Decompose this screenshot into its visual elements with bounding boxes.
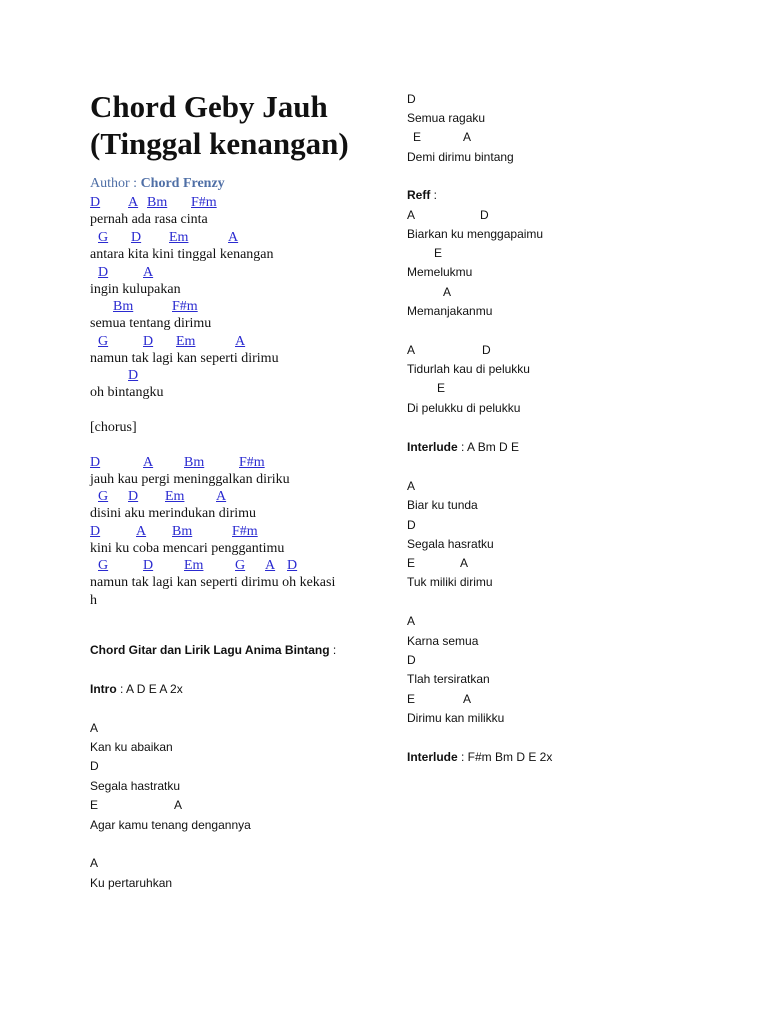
chord-link[interactable]: A <box>265 558 276 573</box>
chord-link[interactable]: Em <box>184 558 204 573</box>
reff-line <box>407 188 437 202</box>
lyric-line: Semua ragaku <box>407 111 486 125</box>
lyric-line: Demi dirimu bintang <box>407 150 514 164</box>
chord-link[interactable]: G <box>98 489 109 504</box>
chord-link[interactable]: D <box>143 558 154 573</box>
intro-label: Intro <box>90 682 117 696</box>
chord-line: E <box>407 692 416 706</box>
chord-link[interactable]: D <box>128 489 139 504</box>
interlude-label: Interlude <box>407 440 458 454</box>
chord-line: D <box>90 759 99 773</box>
lyric-line: antara kita kini tinggal kenangan <box>90 247 274 262</box>
lyric-line: Ku pertaruhkan <box>90 876 173 890</box>
chord-link[interactable]: D <box>90 524 101 539</box>
chord-link[interactable]: Em <box>169 230 189 245</box>
lyric-line: Tuk miliki dirimu <box>407 575 493 589</box>
chorus-label: [chorus] <box>90 420 137 435</box>
interlude-value: : A Bm D E <box>457 440 520 454</box>
chord-line: D <box>480 208 489 222</box>
author-name: Chord Frenzy <box>140 176 225 191</box>
chord-line: A <box>90 856 99 870</box>
chord-line: D <box>407 518 416 532</box>
section-heading-text: Chord Gitar dan Lirik Lagu Anima Bintang <box>90 643 330 657</box>
lyric-line: Tlah tersiratkan <box>407 672 490 686</box>
chord-line: A <box>463 130 472 144</box>
chord-line: E <box>407 556 416 570</box>
chord-line: D <box>482 343 491 357</box>
lyric-line: semua tentang dirimu <box>90 316 212 331</box>
chord-link[interactable]: Bm <box>172 524 193 539</box>
chord-link[interactable]: A <box>143 265 154 280</box>
lyric-line: Tidurlah kau di pelukku <box>407 362 530 376</box>
lyric-line: h <box>90 593 97 608</box>
chord-link[interactable]: Bm <box>113 299 134 314</box>
chord-line: A <box>460 556 469 570</box>
chord-link[interactable]: G <box>235 558 246 573</box>
chord-line: A <box>407 614 416 628</box>
section-heading-suffix: : <box>329 643 337 657</box>
chord-link[interactable]: F#m <box>172 299 198 314</box>
chord-link[interactable]: D <box>90 455 101 470</box>
chord-link[interactable]: D <box>287 558 298 573</box>
chord-link[interactable]: A <box>136 524 147 539</box>
chord-line: A <box>463 692 472 706</box>
chord-line: A <box>174 798 183 812</box>
chord-link[interactable]: Bm <box>147 195 168 210</box>
lyric-line: disini aku merindukan dirimu <box>90 506 257 521</box>
reff-suffix: : <box>430 188 438 202</box>
chord-link[interactable]: D <box>90 195 101 210</box>
chord-line: E <box>90 798 99 812</box>
title-line-1: Chord Geby Jauh <box>90 89 328 124</box>
lyric-line: Di pelukku di pelukku <box>407 401 521 415</box>
lyric-line: Kan ku abaikan <box>90 740 173 754</box>
chord-line: A <box>407 479 416 493</box>
lyric-line: Dirimu kan milikku <box>407 711 505 725</box>
lyric-line: Segala hastratku <box>90 779 181 793</box>
author-line <box>90 176 225 192</box>
intro-value: : A D E A 2x <box>116 682 183 696</box>
interlude-value: : F#m Bm D E 2x <box>457 750 553 764</box>
chord-link[interactable]: A <box>235 334 246 349</box>
lyric-line: ingin kulupakan <box>90 282 181 297</box>
lyric-line: oh bintangku <box>90 385 164 400</box>
chord-link[interactable]: D <box>128 368 139 383</box>
chord-link[interactable]: D <box>143 334 154 349</box>
chord-line: D <box>407 92 416 106</box>
chord-line: E <box>413 130 422 144</box>
lyric-line: jauh kau pergi meninggalkan diriku <box>90 472 290 487</box>
author-label: Author : <box>90 176 141 191</box>
lyric-line: Biar ku tunda <box>407 498 478 512</box>
chord-line: A <box>407 343 416 357</box>
chord-link[interactable]: Em <box>176 334 196 349</box>
chord-link[interactable]: F#m <box>191 195 217 210</box>
section-heading <box>90 643 336 657</box>
chord-link[interactable]: Bm <box>184 455 205 470</box>
lyric-line: kini ku coba mencari penggantimu <box>90 541 285 556</box>
chord-link[interactable]: A <box>143 455 154 470</box>
intro-line <box>90 682 183 696</box>
chord-link[interactable]: F#m <box>239 455 265 470</box>
chord-link[interactable]: A <box>216 489 227 504</box>
lyric-line: pernah ada rasa cinta <box>90 212 208 227</box>
lyric-line: Karna semua <box>407 634 479 648</box>
reff-label: Reff <box>407 188 431 202</box>
lyric-line: Segala hasratku <box>407 537 494 551</box>
chord-link[interactable]: D <box>98 265 109 280</box>
chord-line: A <box>443 285 452 299</box>
chord-link[interactable]: A <box>128 195 139 210</box>
lyric-line: Memanjakanmu <box>407 304 493 318</box>
chord-link[interactable]: G <box>98 230 109 245</box>
interlude-line <box>407 750 552 764</box>
chord-line: D <box>407 653 416 667</box>
lyric-line: namun tak lagi kan seperti dirimu <box>90 351 279 366</box>
title-line-2: (Tinggal kenangan) <box>90 126 349 161</box>
chord-line: E <box>434 246 443 260</box>
chord-line: E <box>437 381 446 395</box>
chord-link[interactable]: D <box>131 230 142 245</box>
lyric-line: Agar kamu tenang dengannya <box>90 818 251 832</box>
chord-link[interactable]: F#m <box>232 524 258 539</box>
document-title <box>90 88 390 162</box>
lyric-line: Biarkan ku menggapaimu <box>407 227 544 241</box>
chord-link[interactable]: A <box>228 230 239 245</box>
interlude-label: Interlude <box>407 750 458 764</box>
chord-link[interactable]: G <box>98 558 109 573</box>
chord-line: A <box>90 721 99 735</box>
lyric-line: Memelukmu <box>407 265 473 279</box>
chord-line: A <box>407 208 416 222</box>
lyric-line: namun tak lagi kan seperti dirimu oh kekasi <box>90 575 336 590</box>
interlude-line <box>407 440 519 454</box>
chord-link[interactable]: Em <box>165 489 185 504</box>
chord-link[interactable]: G <box>98 334 109 349</box>
